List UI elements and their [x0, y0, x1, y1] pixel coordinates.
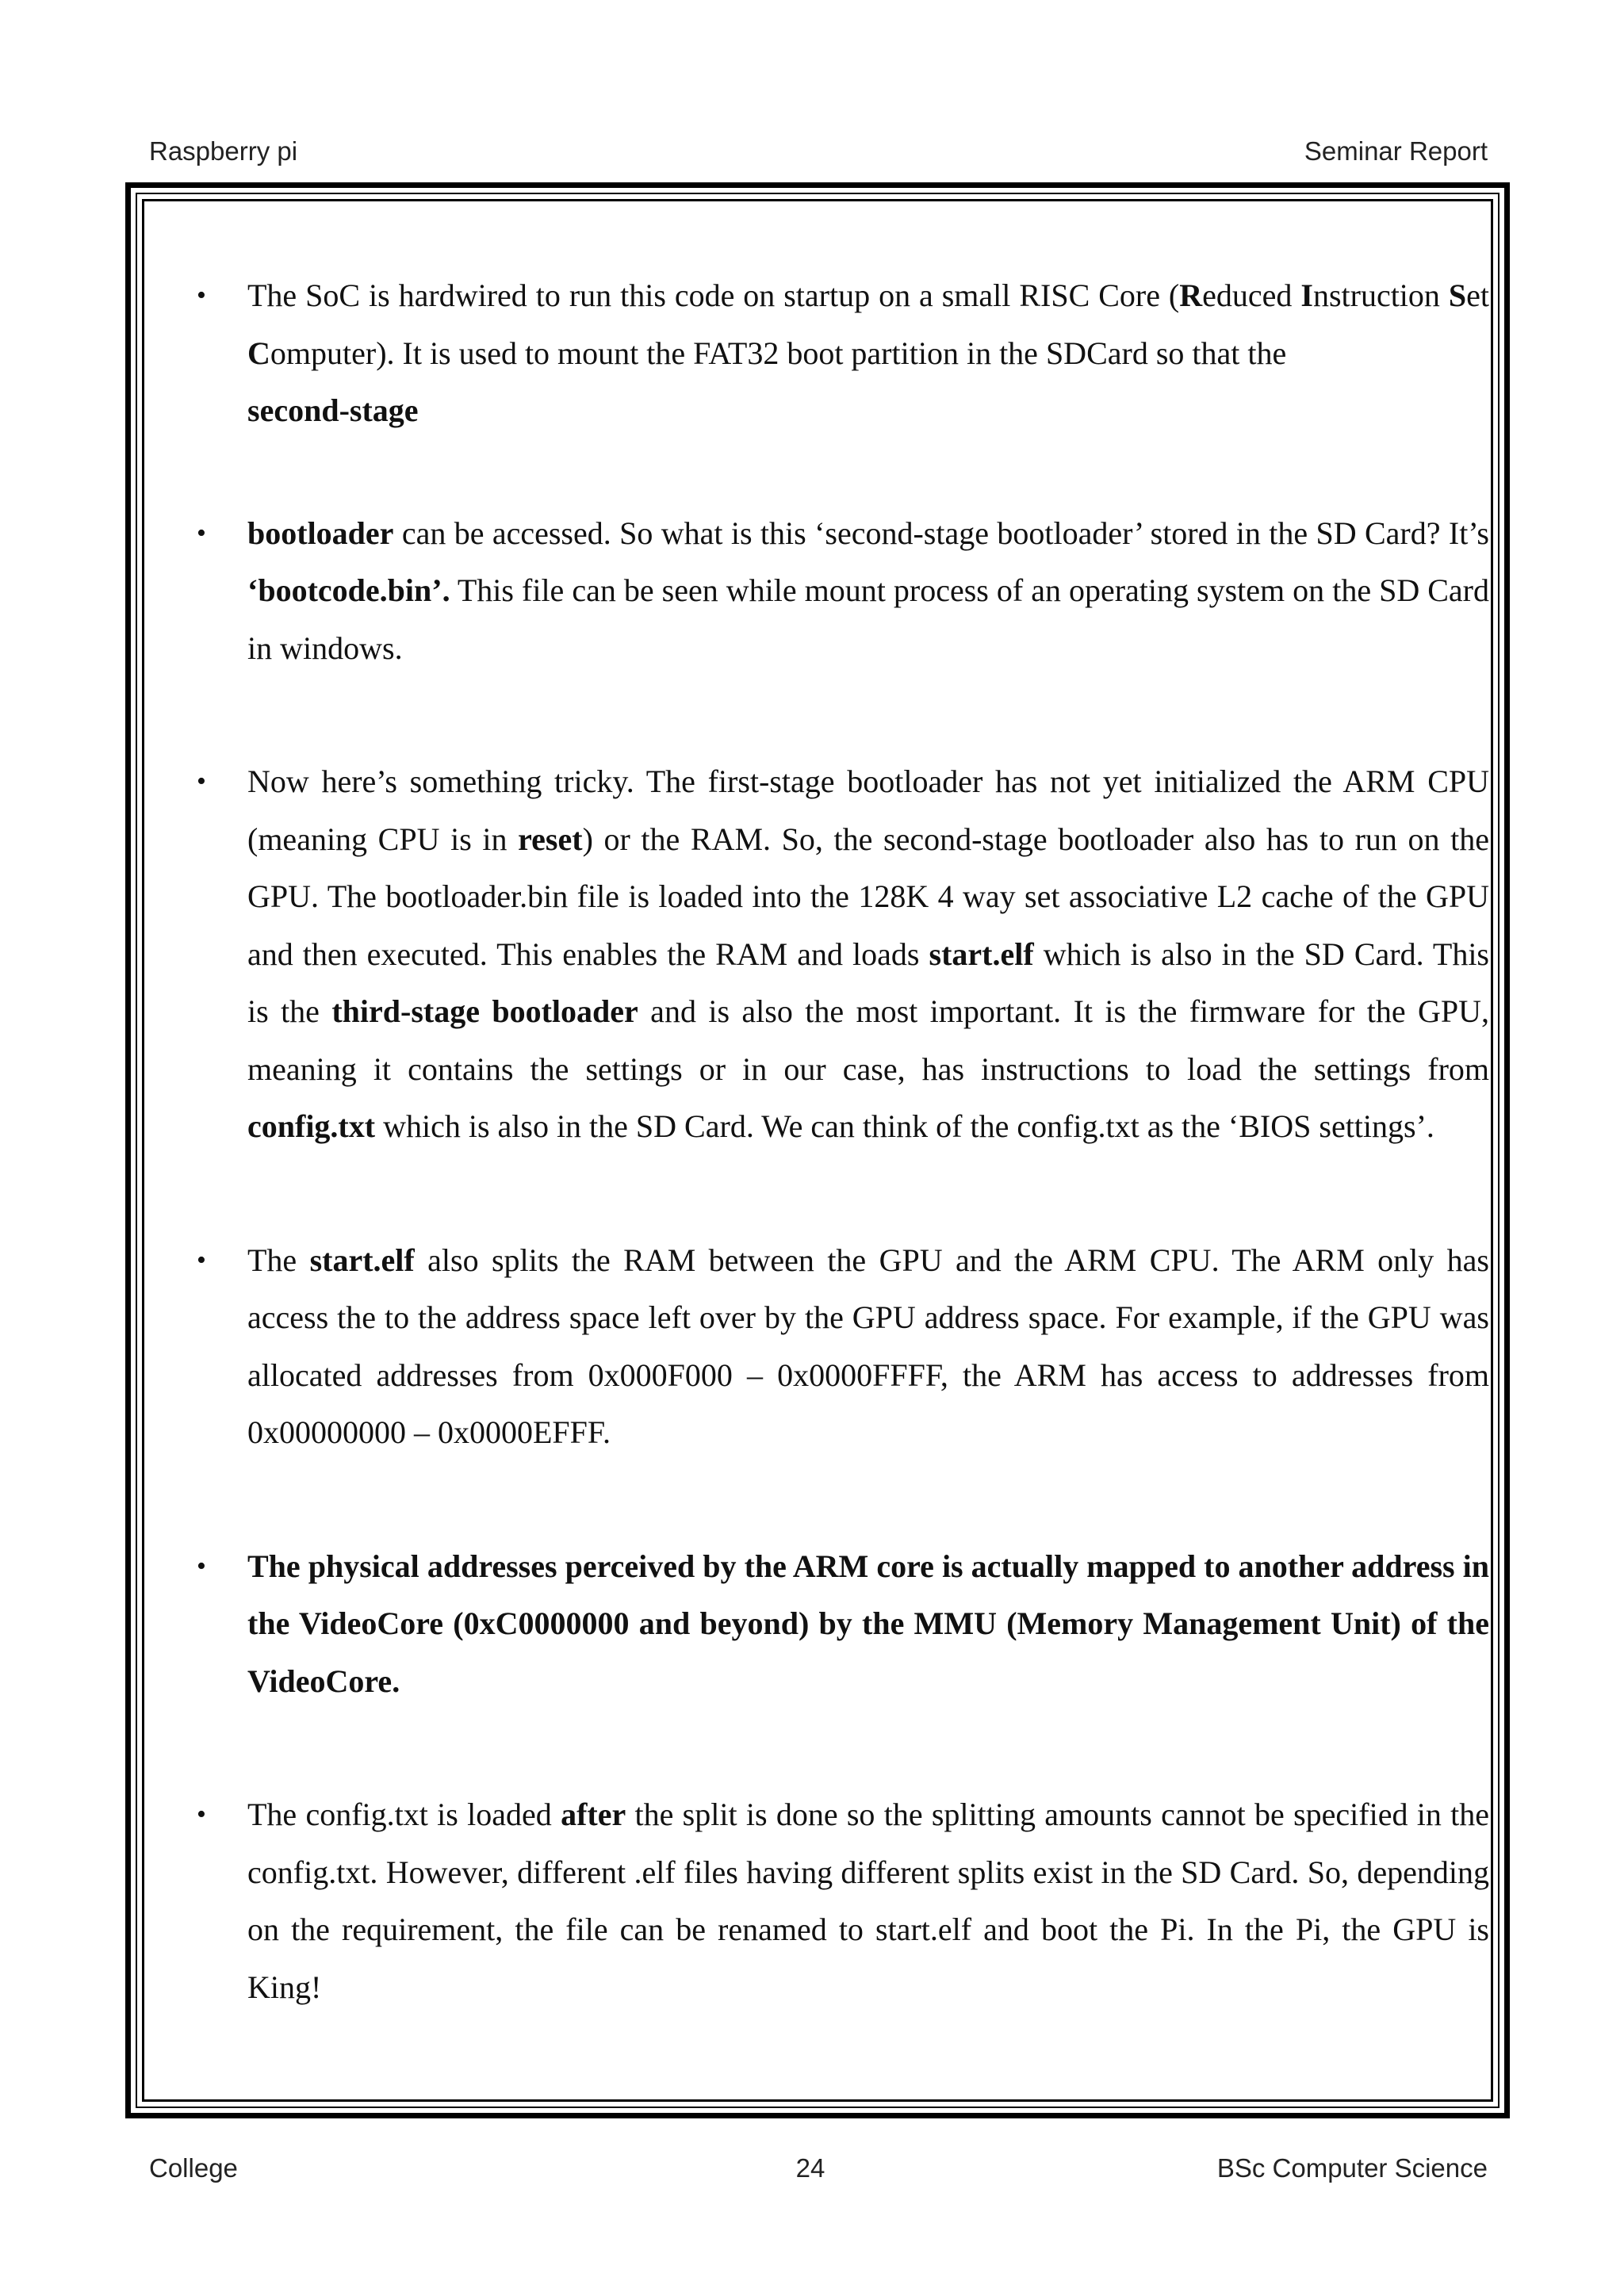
page-header	[149, 136, 1488, 171]
bullet-config-txt	[247, 1786, 1489, 2016]
bullet-soc-startup	[247, 267, 1489, 440]
bullet-physical-addresses	[247, 1538, 1489, 1711]
bullet-text: • bootloader can be accessed. So what is this ‘second-stage bootloader’ stored in the SD Card? It’s ‘bootcode.bin’. This file can be seen while mount process of an operating system on the SD Card in windows.	[247, 515, 1489, 666]
header-report-type: Seminar Report	[1304, 136, 1488, 166]
bullet-text: • The physical addresses perceived by the ARM core is actually mapped to another address in the VideoCore (0xC0000000 and beyond) by the MMU (Memory Management Unit) of the VideoCore.	[247, 1548, 1489, 1699]
bullet-ram-split	[247, 1232, 1489, 1462]
header-title: Raspberry pi	[149, 136, 298, 166]
bullet-bootloader	[247, 505, 1489, 678]
footer-college: College	[149, 2153, 238, 2183]
footer-course: BSc Computer Science	[1216, 2153, 1488, 2183]
bullet-text: • The SoC is hardwired to run this code on startup on a small RISC Core (Reduced Instruction Set Computer). It is used to mount the FAT32 boot partition in the SDCard so that the second-stage	[247, 277, 1489, 428]
bullet-tricky	[247, 753, 1489, 1156]
page-footer	[149, 2153, 1488, 2188]
bullet-text: • The start.elf also splits the RAM between the GPU and the ARM CPU. The ARM only has access the to the address space left over by the GPU address space. For example, if the GPU was allocated addresses from 0x000F000 – 0x0000FFFF, the ARM has access to addresses from 0x00000000 – 0x0000EFFF.	[247, 1242, 1489, 1450]
page-number: 24	[795, 2153, 825, 2183]
bullet-text: • Now here’s something tricky. The first-stage bootloader has not yet initialized the ARM CPU (meaning CPU is in reset) or the RAM. So, the second-stage bootloader also has to run on the GPU. The bootloader.bin file is loaded into the 128K 4 way set associative L2 cache of the GPU and then executed. This enables the RAM and loads start.elf which is also in the SD Card. This is the third-stage bootloader and is also the most important. It is the firmware for the GPU, meaning it contains the settings or in our case, has instructions to load the settings from config.txt which is also in the SD Card. We can think of the config.txt as the ‘BIOS settings’.	[247, 763, 1490, 1144]
bullet-text: • The config.txt is loaded after the split is done so the splitting amounts cannot be specified in the config.txt. However, different .elf files having different splits exist in the SD Card. So, depending on the requirement, the file can be renamed to start.elf and boot the Pi. In the Pi, the GPU is King!	[247, 1797, 1489, 2005]
page-content	[247, 267, 1489, 2016]
